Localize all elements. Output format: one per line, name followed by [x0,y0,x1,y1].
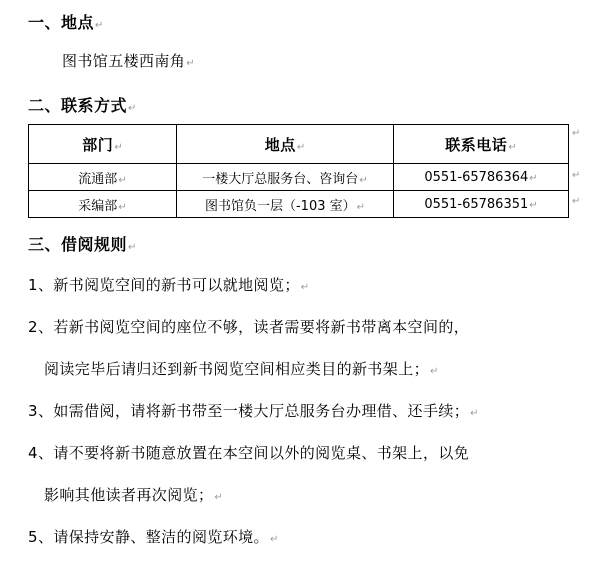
paragraph-mark-icon: ↵ [128,103,137,114]
paragraph-mark-icon: ↵ [300,282,310,293]
rule-line: 影响其他读者再次阅览；↵ [44,486,223,504]
table-row [29,164,569,191]
cell-mark-icon: ↵ [114,141,123,153]
cell-mark-icon: ↵ [529,172,538,184]
table-cell: 0551-65786364↵ [394,164,569,191]
table-header-cell: 联系电话↵ [394,125,569,164]
cell-mark-icon: ↵ [118,174,127,186]
table-cell: 采编部↵ [29,191,177,218]
table-cell: 一楼大厅总服务台、咨询台↵ [177,164,394,191]
cell-mark-icon: ↵ [359,174,368,186]
paragraph-mark-icon: ↵ [430,366,439,377]
rule-line: 2、若新书阅览空间的座位不够，读者需要将新书带离本空间的， [28,318,470,336]
cell-mark-icon: ↵ [508,141,517,153]
row-end-mark-icon: ↵ [572,196,581,207]
location-text: 图书馆五楼西南角↵ [62,52,195,70]
table-cell: 流通部↵ [29,164,177,191]
paragraph-mark-icon: ↵ [269,534,279,545]
rule-line: 1、新书阅览空间的新书可以就地阅览；↵ [28,276,310,294]
table-header-row [29,125,569,164]
paragraph-mark-icon: ↵ [128,242,137,253]
cell-mark-icon: ↵ [118,201,127,213]
rule-line: 4、请不要将新书随意放置在本空间以外的阅览桌、书架上，以免 [28,444,470,462]
cell-mark-icon: ↵ [529,199,538,211]
table-cell: 0551-65786351↵ [394,191,569,218]
paragraph-mark-icon: ↵ [186,58,195,69]
contact-table [28,124,569,218]
rule-line: 阅读完毕后请归还到新书阅览空间相应类目的新书架上；↵ [44,360,439,378]
cell-mark-icon: ↵ [356,201,366,213]
table-header-cell: 地点↵ [177,125,394,164]
section-heading-location: 一、地点↵ [28,13,104,32]
paragraph-mark-icon: ↵ [95,20,104,31]
row-end-mark-icon: ↵ [572,170,581,181]
paragraph-mark-icon: ↵ [470,408,479,419]
table-header-cell: 部门↵ [29,125,177,164]
section-heading-contact: 二、联系方式↵ [28,96,137,115]
cell-mark-icon: ↵ [296,141,306,153]
table-cell: 图书馆负一层（-103 室）↵ [177,191,394,218]
table-row [29,191,569,218]
row-end-mark-icon: ↵ [572,128,581,139]
paragraph-mark-icon: ↵ [214,492,223,503]
rule-line: 3、如需借阅，请将新书带至一楼大厅总服务台办理借、还手续；↵ [28,402,479,420]
section-heading-rules: 三、借阅规则↵ [28,235,137,254]
rule-line: 5、请保持安静、整洁的阅览环境。↵ [28,528,279,546]
